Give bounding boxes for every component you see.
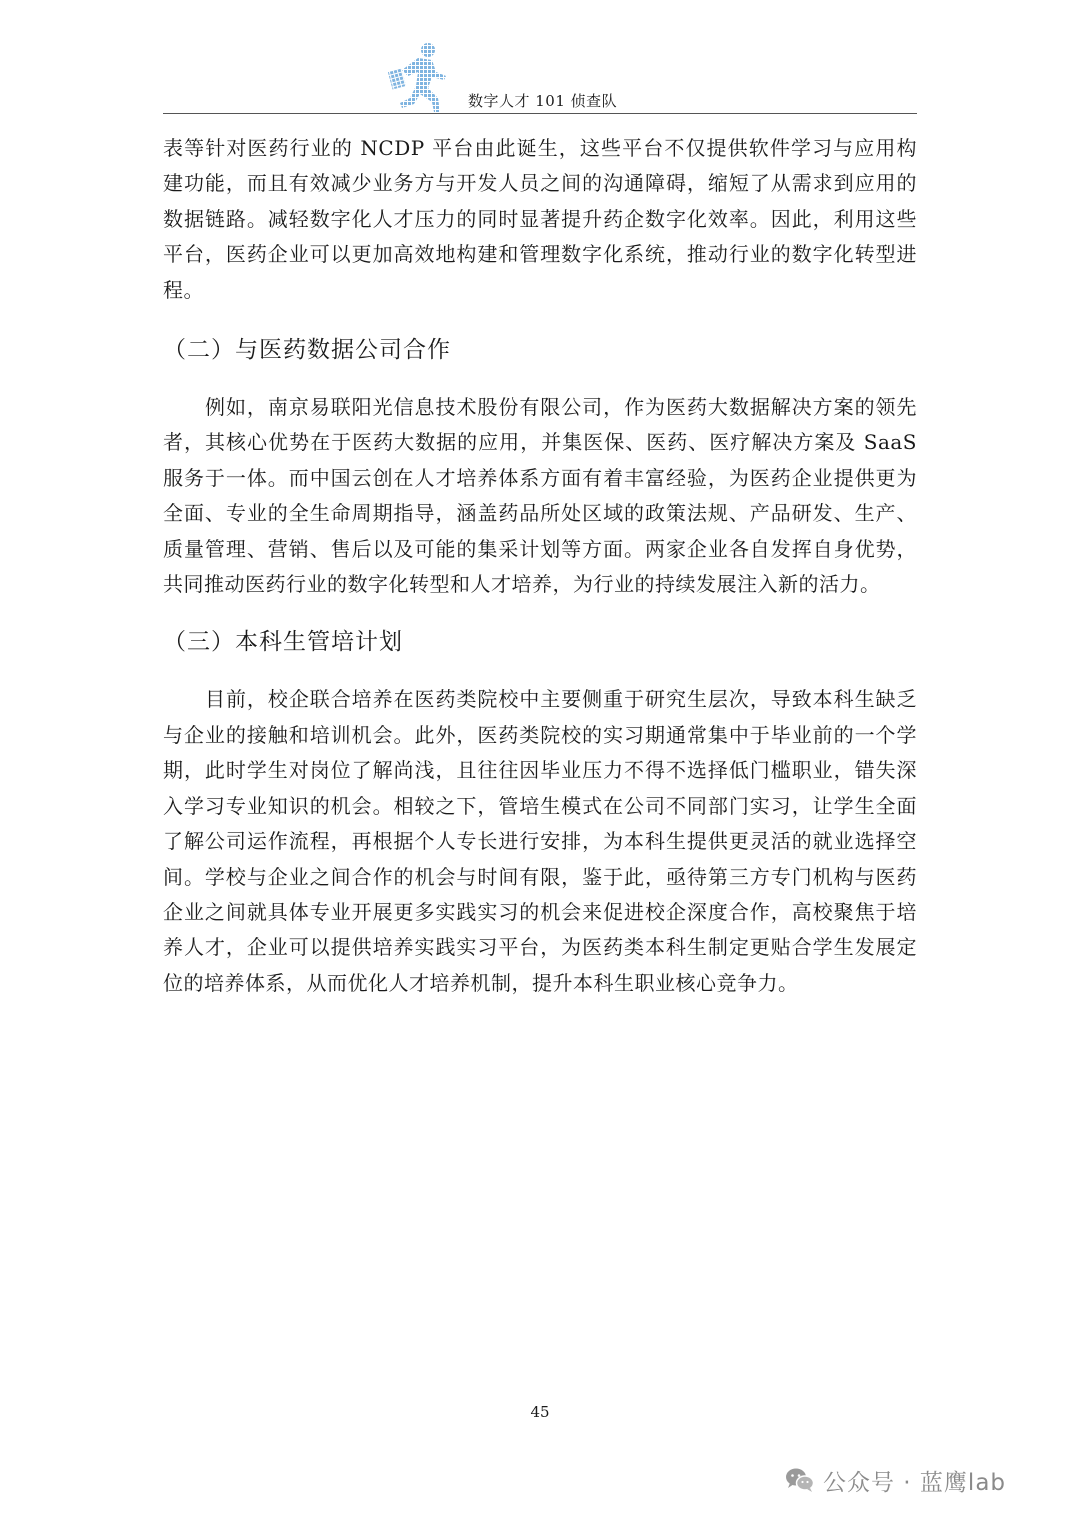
paragraph-section-3: 目前，校企联合培养在医药类院校中主要侧重于研究生层次，导致本科生缺乏与企业的接触和培训机会。此外，医药类院校的实习期通常集中于毕业前的一个学期，此时学生对岗位了解尚浅，且往往因毕业压力不得不选择低门槛职业，错失深入学习专业知识的机会。相较之下，管培生模式在公司不同部门实习，让学生全面了解公司运作流程，再根据个人专长进行安排，为本科生提供更灵活的就业选择空间。学校与企业之间合作的机会与时间有限，鉴于此，亟待第三方专门机构与医药企业之间就具体专业开展更多实践实习的机会来促进校企深度合作，高校聚焦于培养人才，企业可以提供培养实践实习平台，为医药类本科生制定更贴合学生发展定位的培养体系，从而优化人才培养机制，提升本科生职业核心竞争力。 — [163, 687, 917, 995]
page-header — [163, 40, 917, 116]
page-content — [163, 131, 917, 1001]
runner-logo-icon — [388, 42, 448, 114]
paragraph-intro: 表等针对医药行业的 NCDP 平台由此诞生，这些平台不仅提供软件学习与应用构建功能，而且有效减少业务方与开发人员之间的沟通障碍，缩短了从需求到应用的数据链路。减轻数字化人才压力的同时显著提升药企数字化效率。因此，利用这些平台，医药企业可以更加高效地构建和管理数字化系统，推动行业的数字化转型进程。 — [163, 136, 917, 302]
page-number: 45 — [530, 1403, 550, 1421]
wechat-icon — [785, 1467, 815, 1493]
section-heading-3: （三）本科生管培计划 — [163, 629, 403, 656]
header-divider — [163, 113, 917, 114]
watermark — [785, 1462, 1006, 1498]
paragraph-section-2: 例如，南京易联阳光信息技术股份有限公司，作为医药大数据解决方案的领先者，其核心优势在于医药大数据的应用，并集医保、医药、医疗解决方案及 SaaS 服务于一体。而中国云创在人才培养体系方面有着丰富经验，为医药企业提供更为全面、专业的全生命周期指导，涵盖药品所处区域的政策法规、产品研发、生产、质量管理、营销、售后以及可能的集采计划等方面。两家企业各自发挥自身优势，共同推动医药行业的数字化转型和人才培养，为行业的持续发展注入新的活力。 — [163, 395, 917, 597]
header-title: 数字人才 101 侦查队 — [468, 92, 618, 110]
watermark-text: 公众号 · 蓝鹰lab — [823, 1469, 1007, 1496]
section-heading-2: （二）与医药数据公司合作 — [163, 337, 451, 364]
